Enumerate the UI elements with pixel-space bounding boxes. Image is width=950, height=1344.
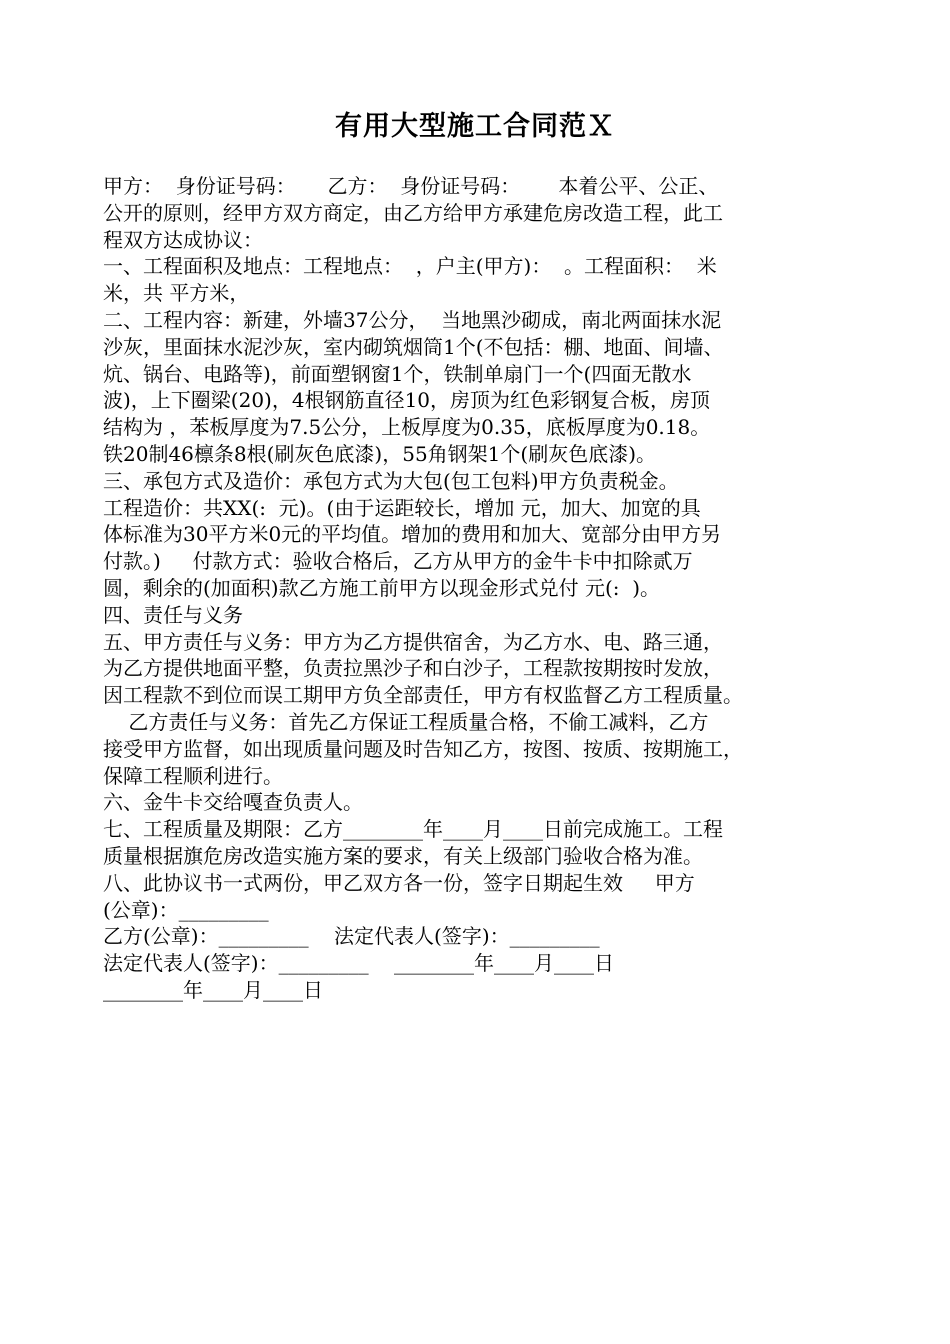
contract-line: 因工程款不到位而误工期甲方负全部责任，甲方有权监督乙方工程质量。: [103, 683, 743, 708]
contract-line: ________年____月____日: [103, 977, 323, 1002]
contract-line: 乙方责任与义务：首先乙方保证工程质量合格，不偷工减料，乙方: [103, 709, 709, 734]
contract-line: 米，共 平方米，: [103, 281, 250, 306]
contract-line: 为乙方提供地面平整，负责拉黑沙子和白沙子，工程款按期按时发放，: [103, 656, 723, 681]
contract-line: 程双方达成协议：: [103, 227, 263, 252]
contract-line: 接受甲方监督，如出现质量问题及时告知乙方，按图、按质、按期施工，: [103, 736, 743, 761]
contract-line: 二、工程内容：新建，外墙37公分， 当地黑沙砌成，南北两面抹水泥: [103, 307, 722, 332]
contract-line: 结构为 ，苯板厚度为7.5公分，上板厚度为0.35，底板厚度为0.18。: [103, 415, 711, 440]
contract-line: 乙方(公章)：_________ 法定代表人(签字)：_________: [103, 924, 600, 949]
contract-line: 法定代表人(签字)：_________ ________年____月____日: [103, 951, 615, 976]
contract-line: (公章)：_________: [103, 897, 269, 922]
contract-line: 体标准为30平方米0元的平均值。增加的费用和加大、宽部分由甲方另: [103, 522, 722, 547]
contract-line: 付款。) 付款方式：验收合格后，乙方从甲方的金牛卡中扣除贰万: [103, 549, 693, 574]
contract-line: 保障工程顺利进行。: [103, 763, 283, 788]
contract-line: 波)，上下圈梁(20)，4根钢筋直径10，房顶为红色彩钢复合板，房顶: [103, 388, 711, 413]
contract-line: 六、金牛卡交给嘎查负责人。: [103, 790, 363, 815]
contract-line: 四、责任与义务: [103, 602, 243, 627]
contract-line: 沙灰，里面抹水泥沙灰，室内砌筑烟筒1个(不包括：棚、地面、间墙、: [103, 334, 724, 359]
contract-line: 圆，剩余的(加面积)款乙方施工前甲方以现金形式兑付 元(: )。: [103, 575, 661, 600]
contract-line: 八、此协议书一式两份，甲乙双方各一份，签字日期起生效 甲方: [103, 870, 695, 895]
contract-line: 质量根据旗危房改造实施方案的要求，有关上级部门验收合格为准。: [103, 843, 703, 868]
contract-line: 炕、锅台、电路等)，前面塑钢窗1个，铁制单扇门一个(四面无散水: [103, 361, 692, 386]
contract-line: 工程造价：共XX(: 元)。(由于运距较长，增加 元，加大、加宽的具: [103, 495, 701, 520]
contract-body: [103, 173, 873, 1004]
contract-line: 一、工程面积及地点：工程地点： ，户主(甲方)： 。工程面积： 米: [103, 254, 717, 279]
contract-line: 甲方： 身份证号码： 乙方： 身份证号码： 本着公平、公正、: [103, 174, 719, 198]
document-title: 有用大型施工合同范Ｘ: [335, 111, 615, 142]
contract-line: 三、承包方式及造价：承包方式为大包(包工包料)甲方负责税金。: [103, 468, 679, 493]
contract-line: 铁20制46檩条8根(刷灰色底漆)，55角钢架1个(刷灰色底漆)。: [103, 441, 657, 466]
contract-line: 公开的原则，经甲方双方商定，由乙方给甲方承建危房改造工程，此工: [103, 200, 723, 225]
contract-line: 五、甲方责任与义务：甲方为乙方提供宿舍，为乙方水、电、路三通，: [103, 629, 723, 654]
contract-line: 七、工程质量及期限：乙方________年____月____日前完成施工。工程: [103, 817, 723, 842]
